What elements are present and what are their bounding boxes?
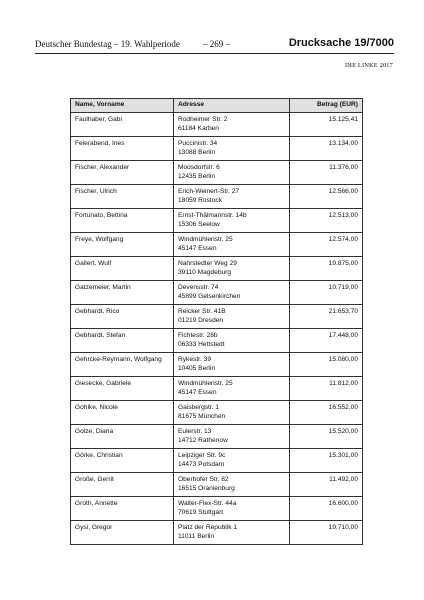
table-row (71, 113, 363, 137)
donation-amount: 12.566,00 (290, 185, 363, 209)
page-header (35, 39, 394, 53)
address-street: Erich-Weinert-Str. 27 (178, 188, 240, 195)
donor-name: Große, Gerrit (71, 473, 174, 497)
address-street: Leipziger Str. 9c (178, 452, 226, 459)
address-street: Oberhofer Str. 82 (178, 476, 229, 483)
donor-address (174, 209, 290, 233)
address-city: 06333 Hettstedt (178, 341, 225, 348)
header-divider (35, 53, 394, 54)
address-city: 45147 Essen (178, 245, 217, 252)
address-street: Reicker Str. 41B (178, 308, 226, 315)
table-row (71, 497, 363, 521)
table-row (71, 353, 363, 377)
address-city: 13088 Berlin (178, 149, 216, 156)
address-city: 01219 Dresden (178, 317, 224, 324)
table-row (71, 137, 363, 161)
address-city: 11011 Berlin (178, 533, 215, 540)
table-row (71, 401, 363, 425)
address-city: 45899 Gelsenkirchen (178, 293, 241, 300)
donor-address (174, 329, 290, 353)
donor-name: Gebhardt, Rico (71, 305, 174, 329)
donation-amount: 16.600,00 (290, 497, 363, 521)
donation-amount: 16.552,00 (290, 401, 363, 425)
table-header-row (71, 99, 363, 113)
table-row (71, 161, 363, 185)
donor-address (174, 473, 290, 497)
address-city: 15306 Seelow (178, 221, 220, 228)
address-street: Gaisbergstr. 1 (178, 404, 220, 411)
address-street: Devensstr. 74 (178, 284, 219, 291)
table-row (71, 425, 363, 449)
address-city: 70619 Stuttgart (178, 509, 224, 516)
address-street: Rodheimer Str. 2 (178, 116, 228, 123)
column-header-amount: Betrag (EUR) (290, 99, 363, 113)
donation-amount: 21.653,70 (290, 305, 363, 329)
donor-address (174, 305, 290, 329)
donor-name: Faulhaber, Gabi (71, 113, 174, 137)
donor-address (174, 377, 290, 401)
donations-table (70, 98, 363, 545)
donor-address (174, 425, 290, 449)
address-street: Fichtestr. 28b (178, 332, 218, 339)
donation-amount: 10.719,00 (290, 281, 363, 305)
table-row (71, 209, 363, 233)
donor-address (174, 401, 290, 425)
donor-address (174, 257, 290, 281)
donor-address (174, 233, 290, 257)
address-city: 81675 München (178, 413, 226, 420)
donation-amount: 11.376,00 (290, 161, 363, 185)
donor-name: Giesecke, Gabriele (71, 377, 174, 401)
donor-address (174, 185, 290, 209)
column-header-address: Adresse (174, 99, 290, 113)
donor-name: Gallert, Wulf (71, 257, 174, 281)
table-row (71, 521, 363, 545)
donor-address (174, 449, 290, 473)
donor-name: Fortunato, Bettina (71, 209, 174, 233)
donor-address (174, 113, 290, 137)
address-street: Windmühlenstr. 25 (178, 380, 233, 387)
donation-amount: 11.812,00 (290, 377, 363, 401)
donor-address (174, 281, 290, 305)
donation-amount: 15.080,00 (290, 353, 363, 377)
donor-name: Groth, Annette (71, 497, 174, 521)
address-street: Walter-Flex-Str. 44a (178, 500, 237, 507)
table-row (71, 257, 363, 281)
donor-name: Fischer, Alexander (71, 161, 174, 185)
address-street: Rykestr. 39 (178, 356, 211, 363)
address-city: 14712 Rathenow (178, 437, 228, 444)
donation-amount: 12.513,00 (290, 209, 363, 233)
table-row (71, 185, 363, 209)
donation-amount: 13.134,00 (290, 137, 363, 161)
address-city: 10405 Berlin (178, 365, 216, 372)
donation-amount: 15.125,41 (290, 113, 363, 137)
donation-amount: 11.492,00 (290, 473, 363, 497)
document-number: Drucksache 19/7000 (288, 37, 394, 49)
donation-amount: 15.301,00 (290, 449, 363, 473)
donation-amount: 12.574,00 (290, 233, 363, 257)
donor-name: Gysi, Gregor (71, 521, 174, 545)
address-street: Windmühlenstr. 25 (178, 236, 233, 243)
donation-amount: 19.710,00 (290, 521, 363, 545)
address-street: Moosdorfstr. 6 (178, 164, 220, 171)
donor-name: Feierabend, Ines (71, 137, 174, 161)
table-row (71, 305, 363, 329)
donor-name: Fischer, Ulrich (71, 185, 174, 209)
donor-address (174, 161, 290, 185)
donation-amount: 15.520,00 (290, 425, 363, 449)
donor-address (174, 521, 290, 545)
address-city: 12435 Berlin (178, 173, 216, 180)
parliament-label: Deutscher Bundestag – 19. Wahlperiode (35, 39, 180, 49)
address-city: 16515 Oranienburg (178, 485, 235, 492)
table-row (71, 473, 363, 497)
donor-name: Gehrcke-Reymann, Wolfgang (71, 353, 174, 377)
address-city: 14473 Potsdam (178, 461, 225, 468)
page-number: – 269 – (203, 39, 230, 49)
address-street: Ernst-Thälmannstr. 14b (178, 212, 247, 219)
donor-name: Görke, Christian (71, 449, 174, 473)
donor-address (174, 497, 290, 521)
address-street: Nahrstedter Weg 29 (178, 260, 237, 267)
donor-name: Gebhardt, Stefan (71, 329, 174, 353)
table-row (71, 329, 363, 353)
table-row (71, 281, 363, 305)
address-street: Platz der Republik 1 (178, 524, 238, 531)
address-city: 61184 Karben (178, 125, 219, 132)
address-city: 39110 Magdeburg (178, 269, 232, 276)
donor-name: Golze, Diana (71, 425, 174, 449)
donor-name: Freye, Wolfgang (71, 233, 174, 257)
donor-address (174, 353, 290, 377)
address-street: Puccinistr. 34 (178, 140, 218, 147)
donation-amount: 19.875,00 (290, 257, 363, 281)
table-row (71, 233, 363, 257)
donor-address (174, 137, 290, 161)
donor-name: Gatzemeier, Martin (71, 281, 174, 305)
address-city: 18059 Rostock (178, 197, 222, 204)
donor-name: Gohlke, Nicole (71, 401, 174, 425)
party-label: DIE LINKE 2017 (345, 62, 393, 69)
address-city: 45147 Essen (178, 389, 217, 396)
donation-amount: 17.448,00 (290, 329, 363, 353)
table-row (71, 449, 363, 473)
address-street: Eulerstr. 13 (178, 428, 212, 435)
table-row (71, 377, 363, 401)
column-header-name: Name, Vorname (71, 99, 174, 113)
